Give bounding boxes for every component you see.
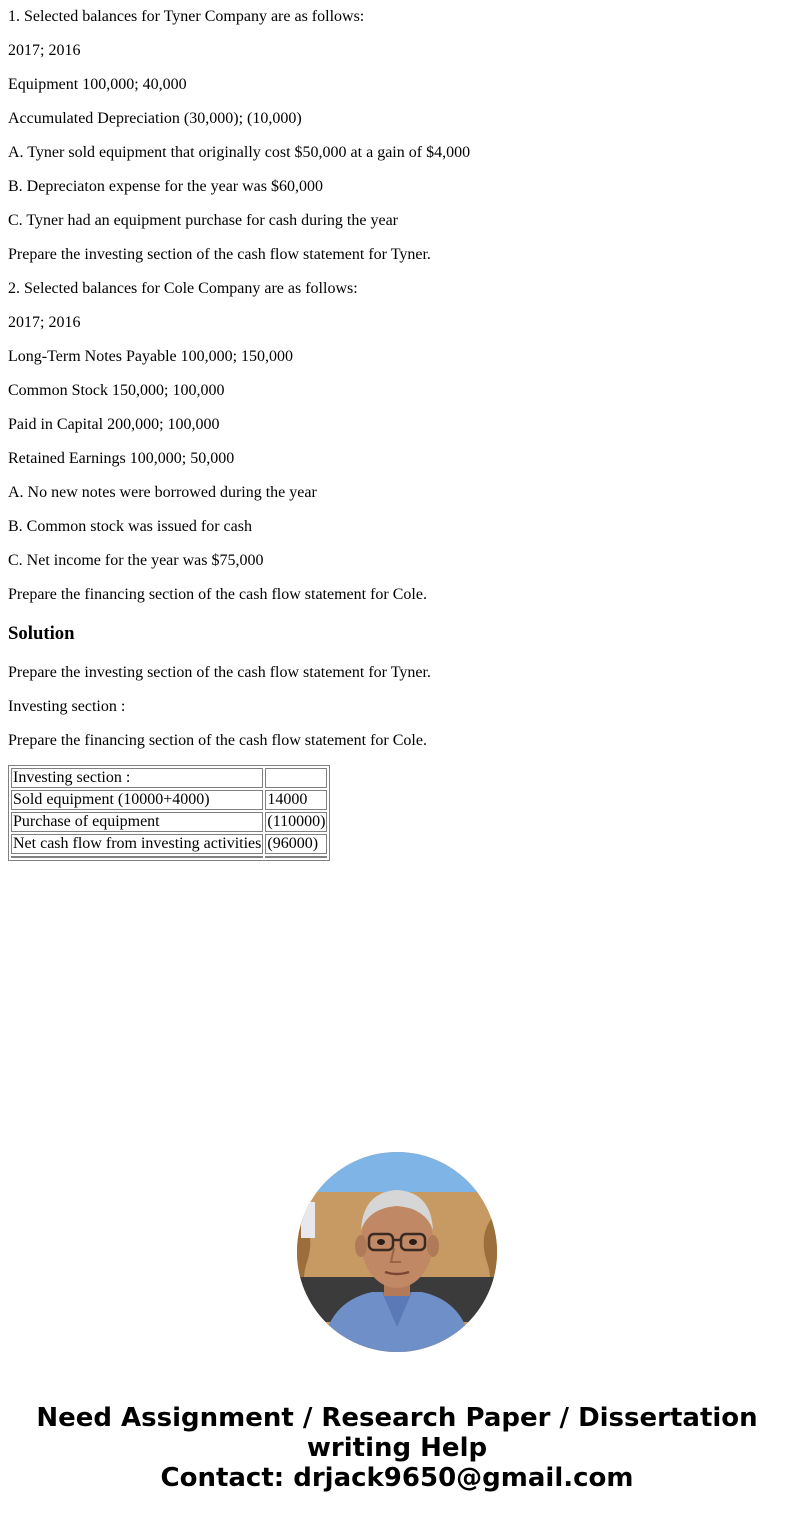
table-cell-empty — [265, 856, 327, 858]
table-cell: Net cash flow from investing activities — [13, 835, 262, 852]
solution-line: Investing section : — [8, 698, 126, 715]
question-line: 2. Selected balances for Cole Company are as follows: — [8, 280, 358, 297]
question-line: B. Depreciaton expense for the year was $60,000 — [8, 178, 323, 195]
table-cell: (110000) — [267, 813, 326, 830]
solution-line: Prepare the investing section of the cash flow statement for Tyner. — [8, 664, 431, 681]
question-line: 1. Selected balances for Tyner Company are as follows: — [8, 8, 365, 25]
table-row — [11, 790, 327, 810]
question-line: Common Stock 150,000; 100,000 — [8, 382, 225, 399]
table-row — [11, 768, 327, 788]
promo-banner — [0, 1403, 794, 1493]
document-body — [8, 0, 786, 758]
question-line: B. Common stock was issued for cash — [8, 518, 252, 535]
question-line: A. Tyner sold equipment that originally cost $50,000 at a gain of $4,000 — [8, 144, 471, 161]
promo-banner-line: Need Assignment / Research Paper / Dissertation — [36, 1403, 758, 1433]
table-cell: 14000 — [265, 790, 327, 810]
promo-contact-line: Contact: drjack9650@gmail.com — [160, 1463, 634, 1493]
table-cell-empty — [11, 856, 263, 858]
table-cell: Sold equipment (10000+4000) — [11, 790, 263, 810]
question-line: 2017; 2016 — [8, 314, 81, 331]
question-line: Accumulated Depreciation (30,000); (10,000) — [8, 110, 302, 127]
table-cell: (96000) — [265, 834, 327, 854]
question-line: Prepare the investing section of the cash flow statement for Tyner. — [8, 246, 431, 263]
table-cell — [265, 768, 327, 788]
promo-banner-line: writing Help — [306, 1433, 488, 1463]
table-cell: Purchase of equipment — [11, 812, 263, 832]
table-cell: Investing section : — [11, 768, 263, 788]
solution-heading: Solution — [8, 623, 75, 644]
question-line: Equipment 100,000; 40,000 — [8, 76, 187, 93]
solution-line: Prepare the financing section of the cash flow statement for Cole. — [8, 732, 427, 749]
question-line: 2017; 2016 — [8, 42, 81, 59]
author-avatar — [297, 1152, 497, 1352]
table-row — [11, 834, 327, 854]
table-row — [11, 812, 327, 832]
table-row-empty — [11, 856, 327, 858]
question-line: Long-Term Notes Payable 100,000; 150,000 — [8, 348, 294, 365]
question-line: Retained Earnings 100,000; 50,000 — [8, 450, 235, 467]
investing-section-table — [8, 765, 330, 861]
question-line: Prepare the financing section of the cash flow statement for Cole. — [8, 586, 427, 603]
question-line: C. Tyner had an equipment purchase for cash during the year — [8, 212, 399, 229]
author-portrait-image — [297, 1152, 497, 1352]
question-line: C. Net income for the year was $75,000 — [8, 552, 264, 569]
question-line: Paid in Capital 200,000; 100,000 — [8, 416, 220, 433]
question-line: A. No new notes were borrowed during the year — [8, 484, 317, 501]
